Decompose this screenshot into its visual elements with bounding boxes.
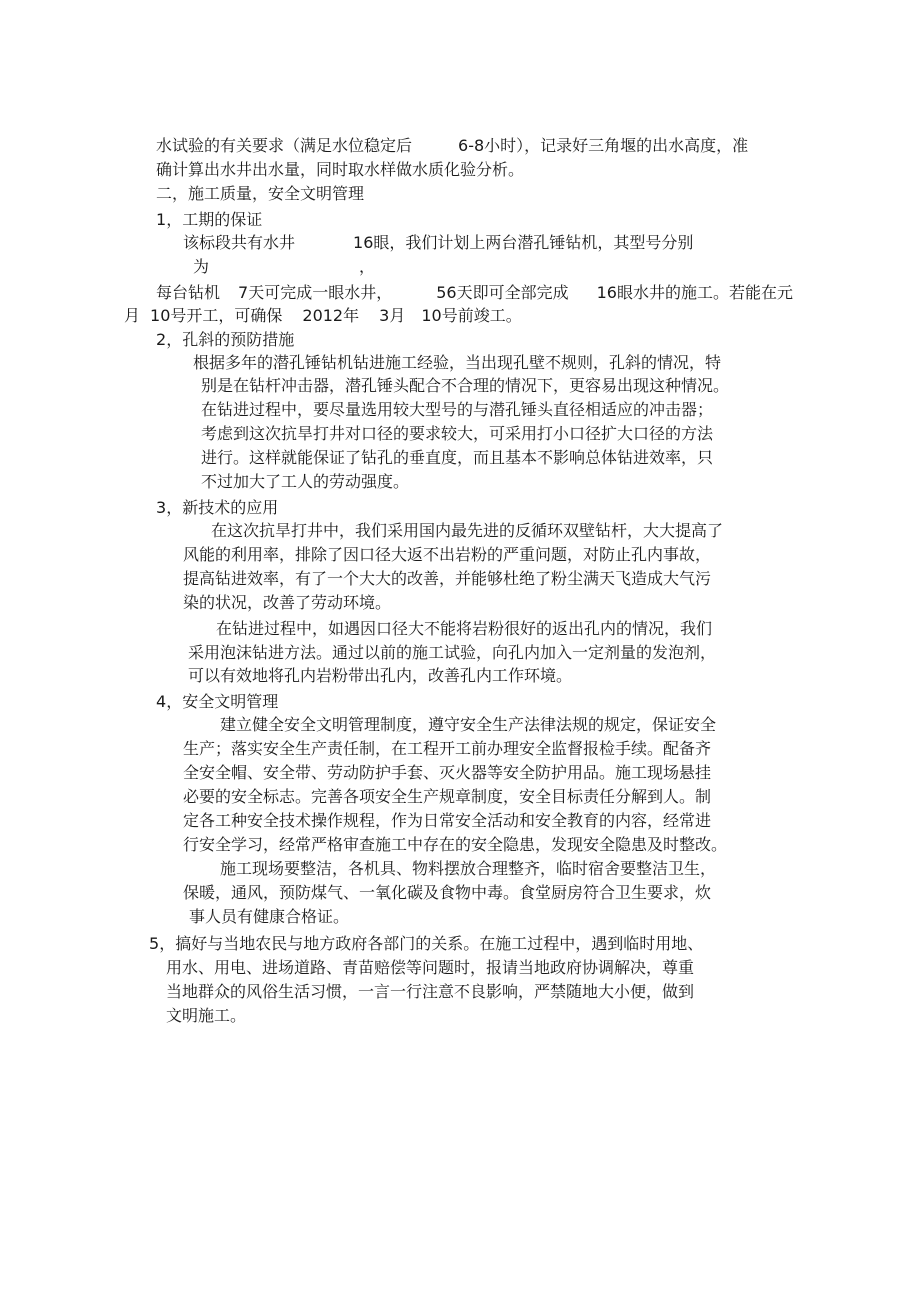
number: 2012: [302, 306, 344, 325]
item-2-line: 别是在钻杆冲击器，潜孔锤头配合不合理的情况下，更容易出现这种情况。: [201, 376, 730, 395]
item-3-paragraph-1-line: 风能的利用率，排除了因口径大返不出岩粉的严重问题，对防止孔内事故，: [183, 545, 712, 564]
text-fragment: 眼，我们计划上两台潜孔锤钻机，其型号分别: [373, 233, 694, 252]
item-5-line-1: [149, 933, 703, 955]
item-3-heading: [156, 497, 278, 519]
heading-text: ，孔斜的预防措施: [166, 330, 295, 349]
item-4-heading: [156, 691, 278, 713]
text-fragment: 年: [343, 306, 360, 325]
item-3-paragraph-2-line: 在钻进过程中，如遇因口径大不能将岩粉很好的返出孔内的情况，我们: [216, 619, 713, 638]
item-4-paragraph-2-line: 保暖，通风，预防煤气、一氧化碳及食物中毒。食堂厨房符合卫生要求，炊: [183, 883, 712, 902]
item-number: 4: [156, 692, 167, 711]
text-fragment: 水试验的有关要求（满足水位稳定后: [156, 136, 413, 155]
item-1-line-1: [183, 232, 693, 254]
text-fragment: 月: [124, 306, 141, 325]
text-fragment: 天可完成一眼水井，: [248, 283, 393, 302]
text-fragment: ，: [359, 257, 376, 276]
item-number: 2: [156, 330, 167, 349]
heading-text: ，工期的保证: [166, 210, 263, 229]
item-number: 3: [156, 498, 167, 517]
text-fragment: 每台钻机: [156, 283, 221, 302]
item-3-paragraph-2-line: 可以有效地将孔内岩粉带出孔内，改善孔内工作环境。: [188, 666, 573, 685]
heading-text: ，新技术的应用: [166, 498, 279, 517]
item-2-line: 不过加大了工人的劳动强度。: [201, 472, 410, 491]
item-3-paragraph-2-line: 采用泡沫钻进方法。通过以前的施工试验，向孔内加入一定剂量的发泡剂，: [188, 643, 717, 662]
heading-text: ，安全文明管理: [166, 692, 279, 711]
number: 16: [353, 233, 374, 252]
item-4-paragraph-1-line: 必要的安全标志。完善各项安全生产规章制度，安全目标责任分解到人。制: [183, 787, 712, 806]
number: 7: [238, 283, 249, 302]
text-fragment: 月: [389, 306, 406, 325]
item-2-heading: [156, 329, 294, 351]
item-1-line-4: [124, 305, 522, 327]
number: 10: [150, 306, 171, 325]
item-4-paragraph-1-line: 建立健全安全文明管理制度，遵守安全生产法律法规的规定，保证安全: [220, 715, 717, 734]
text-fragment: ，搞好与当地农民与地方政府各部门的关系。在施工过程中，遇到临时用地、: [159, 934, 704, 953]
item-4-paragraph-1-line: 行安全学习，经常严格审查施工中存在的安全隐患，发现安全隐患及时整改。: [183, 835, 728, 854]
text-fragment: 为: [193, 257, 210, 276]
text-fragment: 该标段共有水井: [183, 233, 296, 252]
number: 56: [436, 283, 457, 302]
item-2-line: 进行。这样就能保证了钻孔的垂直度，而且基本不影响总体钻进效率，只: [201, 448, 714, 467]
item-2-line: 考虑到这次抗旱打井对口径的要求较大，可采用打小口径扩大口径的方法: [201, 424, 714, 443]
item-1-line-3: [156, 282, 793, 304]
item-number: 5: [149, 934, 160, 953]
item-3-paragraph-1-line: 染的状况，改善了劳动环境。: [183, 593, 392, 612]
intro-line-2: 确计算出水井出水量，同时取水样做水质化验分析。: [156, 160, 525, 179]
section-title: 二，施工质量，安全文明管理: [156, 184, 365, 203]
item-5-line: 文明施工。: [166, 1006, 247, 1025]
item-3-paragraph-1-line: 提高钻进效率，有了一个大大的改善，并能够杜绝了粉尘满天飞造成大气污: [183, 569, 712, 588]
item-4-paragraph-1-line: 全安全帽、安全带、劳动防护手套、灭火器等安全防护用品。施工现场悬挂: [183, 763, 712, 782]
number: 10: [421, 306, 442, 325]
item-4-paragraph-1-line: 生产；落实安全生产责任制，在工程开工前办理安全监督报检手续。配备齐: [183, 739, 712, 758]
item-2-line: 根据多年的潜孔锤钻机钻进施工经验，当出现孔壁不规则，孔斜的情况，特: [193, 353, 722, 372]
number: 6-8: [458, 136, 485, 155]
item-3-paragraph-1-line: 在这次抗旱打井中，我们采用国内最先进的反循环双壁钻杆，大大提高了: [211, 521, 724, 540]
item-number: 1: [156, 210, 167, 229]
intro-line-1: [156, 135, 748, 157]
item-4-paragraph-1-line: 定各工种安全技术操作规程，作为日常安全活动和安全教育的内容，经常进: [183, 811, 712, 830]
number: 16: [596, 283, 617, 302]
text-fragment: 天即可全部完成: [456, 283, 569, 302]
item-5-line: 当地群众的风俗生活习惯，一言一行注意不良影响，严禁随地大小便，做到: [166, 982, 695, 1001]
text-fragment: 号开工，可确保: [170, 306, 283, 325]
text-fragment: 小时），记录好三角堰的出水高度，准: [484, 136, 749, 155]
item-4-paragraph-2-line: 事人员有健康合格证。: [189, 907, 350, 926]
item-4-paragraph-2-line: 施工现场要整洁，各机具、物料摆放合理整齐，临时宿舍要整洁卫生，: [220, 859, 717, 878]
item-1-heading: [156, 209, 262, 231]
number: 3: [379, 306, 390, 325]
item-1-line-2: [193, 256, 375, 278]
item-5-line: 用水、用电、进场道路、青苗赔偿等问题时，报请当地政府协调解决，尊重: [166, 958, 695, 977]
item-2-line: 在钻进过程中，要尽量选用较大型号的与潜孔锤头直径相适应的冲击器；: [201, 400, 714, 419]
text-fragment: 号前竣工。: [441, 306, 522, 325]
text-fragment: 眼水井的施工。若能在元: [616, 283, 793, 302]
